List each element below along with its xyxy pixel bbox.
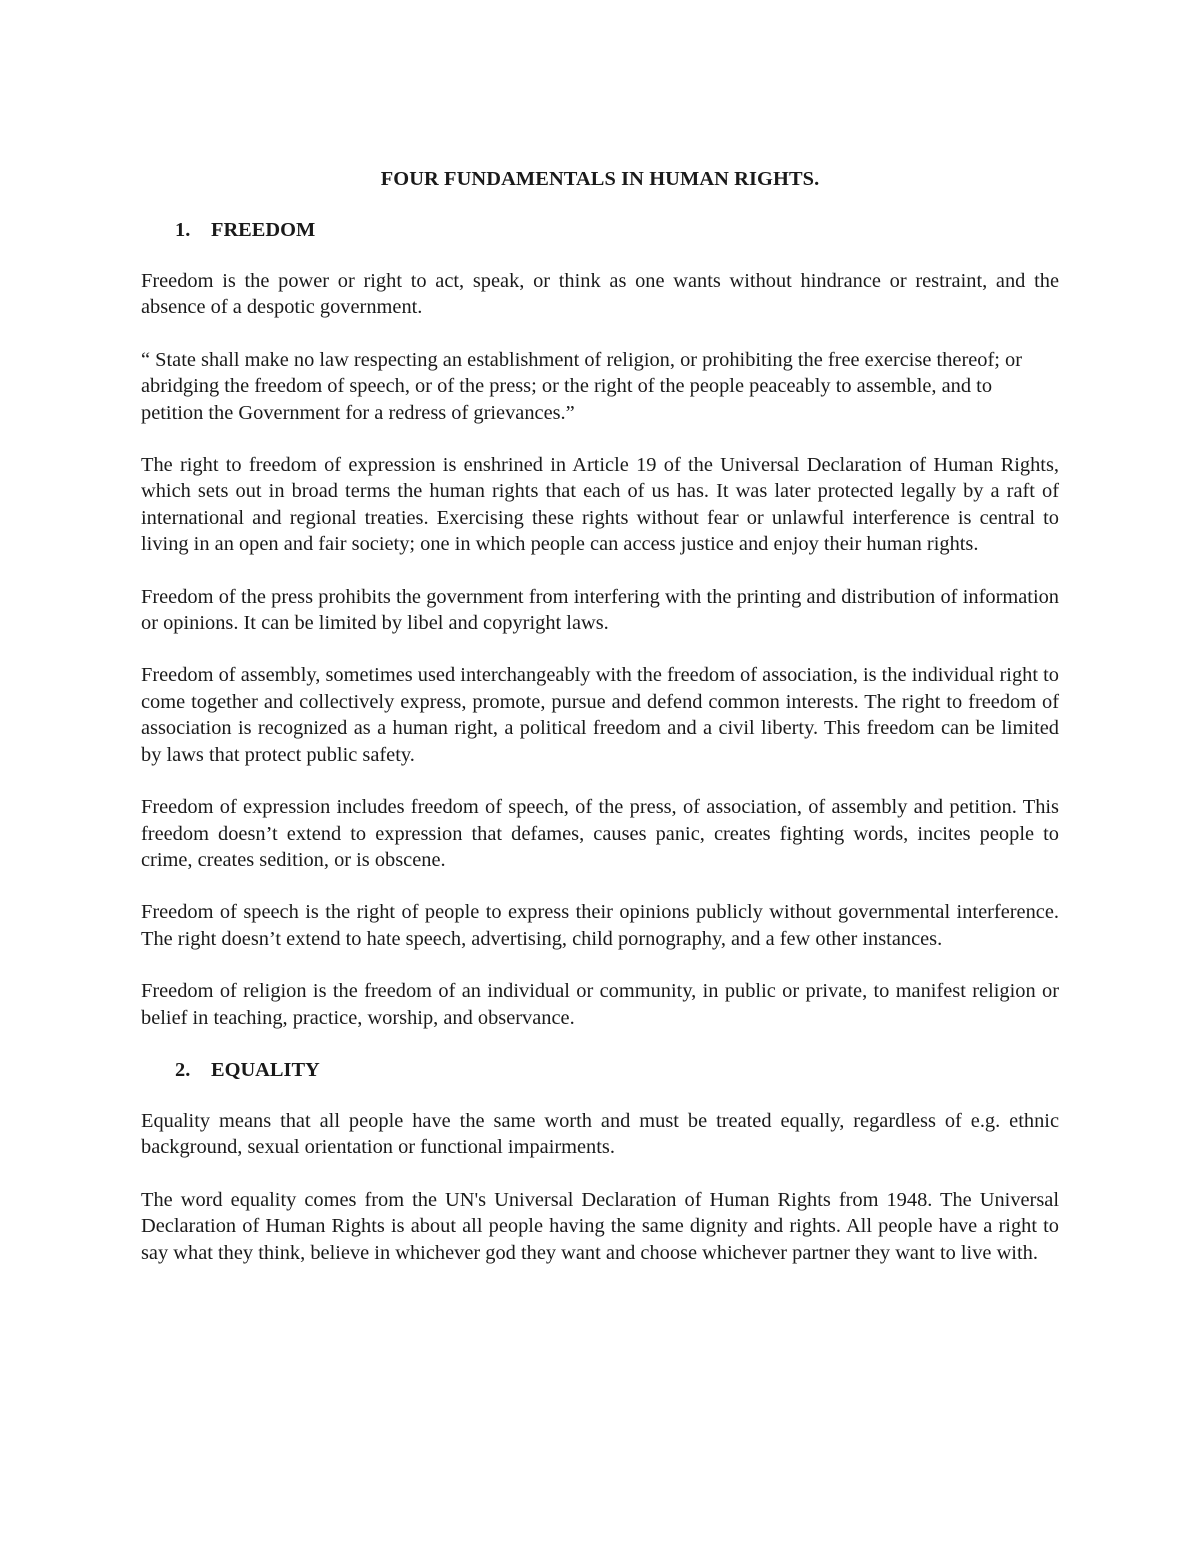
paragraph: Equality means that all people have the same worth and must be treated equally, regardless of e.g. ethnic background, sexual orientation or functional impairments. [141, 1109, 1059, 1159]
section-heading-equality [141, 1057, 1059, 1083]
paragraph: Freedom of speech is the right of people to express their opinions publicly without governmental interference. The right doesn’t extend to hate speech, advertising, child pornography, and a few other instances. [141, 901, 1059, 950]
section-number: 1. [175, 219, 191, 241]
paragraph: The right to freedom of expression is enshrined in Article 19 of the Universal Declaration of Human Rights, which sets out in broad terms the human rights that each of us has. It was later protected legally by a raft of international and regional treaties. Exercising these rights without fear or unlawful interference is central to living in an open and fair society; one in which people can access justice and enjoy their human rights. [141, 454, 1059, 556]
paragraph: Freedom is the power or right to act, speak, or think as one wants without hindrance or restraint, and the absence of a despotic government. [141, 270, 1059, 319]
paragraph: Freedom of expression includes freedom of speech, of the press, of association, of assembly and petition. This freedom doesn’t extend to expression that defames, causes panic, creates fighting words, incites people to crime, creates sedition, or is obscene. [141, 796, 1059, 871]
section-heading-freedom [141, 217, 1059, 243]
quote-paragraph: “ State shall make no law respecting an establishment of religion, or prohibiting the free exercise thereof; or abridging the freedom of speech, or of the press; or the right of the people peaceably to assemble, and to petition the Government for a redress of grievances.” [141, 348, 1023, 424]
section-title: FREEDOM [211, 219, 316, 241]
section-title: EQUALITY [211, 1058, 320, 1081]
paragraph: Freedom of the press prohibits the government from interfering with the printing and distribution of information or opinions. It can be limited by libel and copyright laws. [141, 585, 1059, 635]
paragraph: Freedom of religion is the freedom of an individual or community, in public or private, to manifest religion or belief in teaching, practice, worship, and observance. [141, 980, 1059, 1029]
document-body [141, 166, 1059, 1292]
paragraph: The word equality comes from the UN's Universal Declaration of Human Rights from 1948. The Universal Declaration of Human Rights is about all people having the same dignity and rights. All people have a right to say what they think, believe in whichever god they want and choose whichever partner they want to live with. [141, 1188, 1059, 1264]
section-number: 2. [175, 1058, 191, 1081]
document-title: FOUR FUNDAMENTALS IN HUMAN RIGHTS. [380, 168, 820, 190]
paragraph: Freedom of assembly, sometimes used interchangeably with the freedom of association, is the individual right to come together and collectively express, promote, pursue and defend common interests. The right to freedom of association is recognized as a human right, a political freedom and a civil liberty. This freedom can be limited by laws that protect public safety. [141, 664, 1059, 766]
